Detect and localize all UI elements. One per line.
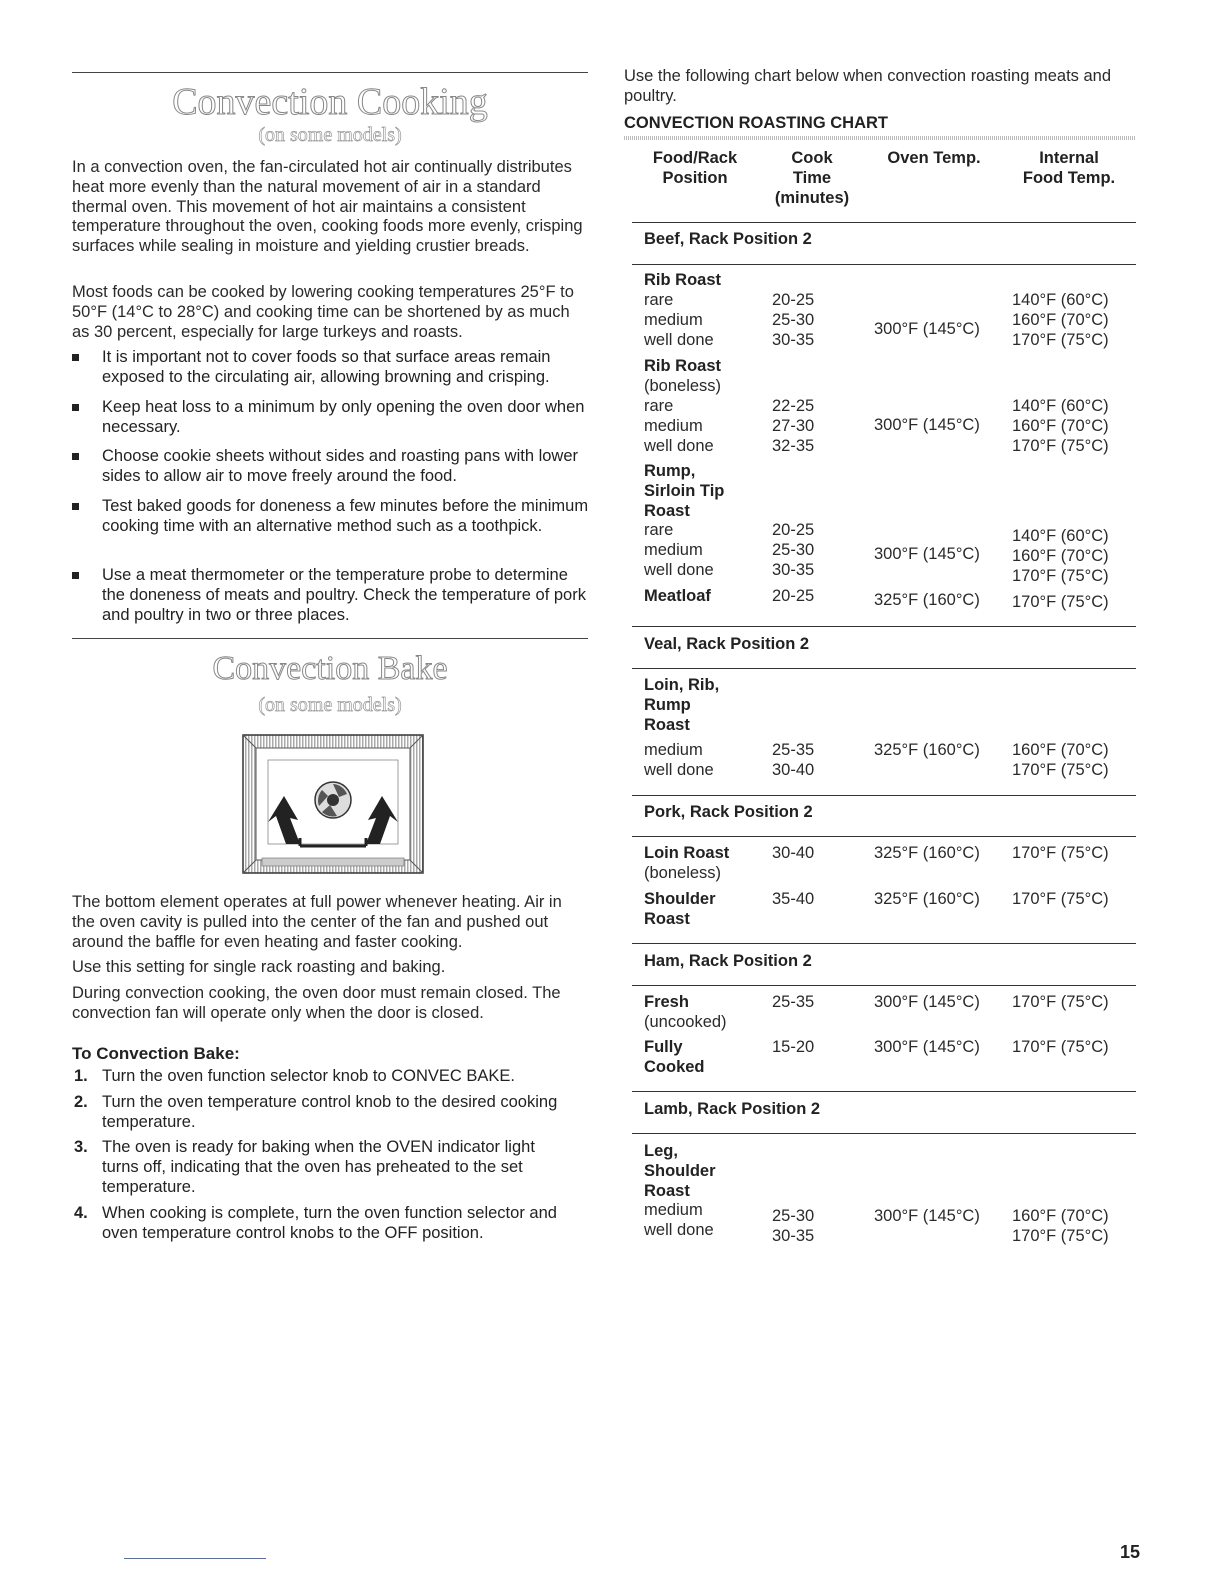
bullet-icon	[72, 572, 79, 579]
page-number: 15	[1120, 1542, 1141, 1562]
chart-title-rule	[624, 136, 1136, 140]
oven-temp: 300°F (145°C)	[874, 545, 980, 563]
convection-cooking-subtitle: (on some models)	[258, 124, 402, 146]
table-row-label: Rump, Sirloin Tip Roast	[644, 462, 725, 520]
convection-cooking-intro: In a convection oven, the fan-circulated hot air continually distributes heat more evenly than the natural movement of air in a standard thermal oven. This movement of hot air maintains a consistent temperature throughout the oven, cooking foods more evenly, crisping surfaces while sealing in moisture and yielding crustier breads.	[72, 158, 583, 256]
cook-times: 35-40	[772, 890, 815, 908]
footer-rule	[124, 1558, 266, 1559]
column-header-time: Cook Time (minutes)	[774, 149, 850, 207]
oven-temp: 325°F (160°C)	[874, 741, 980, 759]
oven-temp: 325°F (160°C)	[874, 844, 980, 862]
row-note: (boneless)	[644, 377, 722, 395]
doneness-levels: rare medium well done	[644, 291, 714, 349]
bullet-icon	[72, 503, 79, 510]
table-rule	[632, 668, 1136, 669]
row-note: (boneless)	[644, 864, 722, 882]
doneness-levels: rare medium well done	[644, 521, 714, 579]
doneness-levels: rare medium well done	[644, 397, 714, 455]
table-rule	[632, 1133, 1136, 1134]
table-rule	[632, 985, 1136, 986]
table-rule	[632, 626, 1136, 627]
oven-temp: 300°F (145°C)	[874, 1038, 980, 1056]
section-header-lamb: Lamb, Rack Position 2	[644, 1100, 821, 1118]
convection-bake-description: The bottom element operates at full power whenever heating. Air in the oven cavity is pulled into the center of the fan and pushed out around the baffle for even heating and faster cooking.	[72, 893, 562, 951]
internal-temps: 140°F (60°C) 160°F (70°C) 170°F (75°C)	[1012, 397, 1109, 455]
table-row-label: Fully Cooked	[644, 1038, 705, 1076]
section-header-pork: Pork, Rack Position 2	[644, 803, 813, 821]
doneness-levels: medium well done	[644, 741, 714, 779]
table-row-label: Rib Roast	[644, 357, 722, 375]
cook-times: 22-25 27-30 32-35	[772, 397, 815, 455]
bullet-icon	[72, 453, 79, 460]
oven-temp: 300°F (145°C)	[874, 320, 980, 338]
internal-temps: 170°F (75°C)	[1012, 593, 1109, 611]
cook-times: 25-30 30-35	[772, 1207, 815, 1245]
cook-times: 30-40	[772, 844, 815, 862]
column-header-internal: Internal Food Temp.	[1022, 149, 1116, 187]
table-rule	[632, 836, 1136, 837]
table-row-label: Fresh	[644, 993, 689, 1011]
table-rule	[632, 795, 1136, 796]
cook-times: 25-35	[772, 993, 815, 1011]
internal-temps: 160°F (70°C) 170°F (75°C)	[1012, 1207, 1109, 1245]
row-note: (uncooked)	[644, 1013, 727, 1031]
section-header-ham: Ham, Rack Position 2	[644, 952, 812, 970]
internal-temps: 170°F (75°C)	[1012, 890, 1109, 908]
cook-times: 20-25 25-30 30-35	[772, 521, 815, 579]
cook-times: 20-25	[772, 587, 815, 605]
doneness-levels: medium well done	[644, 1201, 714, 1239]
cook-times: 20-25 25-30 30-35	[772, 291, 815, 349]
table-rule	[632, 943, 1136, 944]
section-header-beef: Beef, Rack Position 2	[644, 230, 812, 248]
cook-times: 25-35 30-40	[772, 741, 815, 779]
convection-bake-title: Convection Bake	[212, 650, 448, 687]
table-rule	[632, 264, 1136, 265]
column-header-oven: Oven Temp.	[887, 149, 981, 167]
cook-times: 15-20	[772, 1038, 815, 1056]
chart-intro: Use the following chart below when convection roasting meats and poultry.	[624, 67, 1112, 105]
bullet-icon	[72, 404, 79, 411]
oven-temp: 300°F (145°C)	[874, 416, 980, 434]
bullet-icon	[72, 354, 79, 361]
internal-temps: 140°F (60°C) 160°F (70°C) 170°F (75°C)	[1012, 291, 1109, 349]
internal-temps: 170°F (75°C)	[1012, 844, 1109, 862]
convection-bake-usage: Use this setting for single rack roasting and baking.	[72, 958, 446, 976]
table-row-label: Loin Roast	[644, 844, 730, 862]
oven-temp: 300°F (145°C)	[874, 993, 980, 1011]
table-rule	[632, 222, 1136, 223]
steps-heading: To Convection Bake:	[72, 1044, 240, 1063]
oven-temp: 325°F (160°C)	[874, 890, 980, 908]
convection-cooking-temps: Most foods can be cooked by lowering cooking temperatures 25°F to 50°F (14°C to 28°C) and cooking time can be shortened by as much as 30 percent, especially for large turkeys and roasts.	[72, 283, 574, 341]
internal-temps: 160°F (70°C) 170°F (75°C)	[1012, 741, 1109, 779]
internal-temps: 170°F (75°C)	[1012, 993, 1109, 1011]
table-row-label: Loin, Rib, Rump Roast	[644, 676, 720, 734]
internal-temps: 170°F (75°C)	[1012, 1038, 1109, 1056]
table-row-label: Rib Roast	[644, 271, 722, 289]
oven-temp: 325°F (160°C)	[874, 591, 980, 609]
column-header-food: Food/Rack Position	[652, 149, 738, 187]
convection-bake-door-note: During convection cooking, the oven door must remain closed. The convection fan will operate only when the door is closed.	[72, 984, 561, 1022]
section-divider	[72, 72, 588, 73]
oven-fan-illustration	[242, 734, 424, 874]
convection-bake-subtitle: (on some models)	[258, 694, 402, 716]
oven-temp: 300°F (145°C)	[874, 1207, 980, 1225]
table-row-label: Shoulder Roast	[644, 890, 716, 928]
table-row-label: Leg, Shoulder Roast	[644, 1142, 716, 1200]
section-header-veal: Veal, Rack Position 2	[644, 635, 810, 653]
internal-temps: 140°F (60°C) 160°F (70°C) 170°F (75°C)	[1012, 527, 1109, 585]
table-row-label: Meatloaf	[644, 587, 711, 605]
chart-title: CONVECTION ROASTING CHART	[624, 114, 888, 132]
convection-cooking-title: Convection Cooking	[172, 81, 488, 123]
table-rule	[632, 1091, 1136, 1092]
section-divider	[72, 638, 588, 639]
